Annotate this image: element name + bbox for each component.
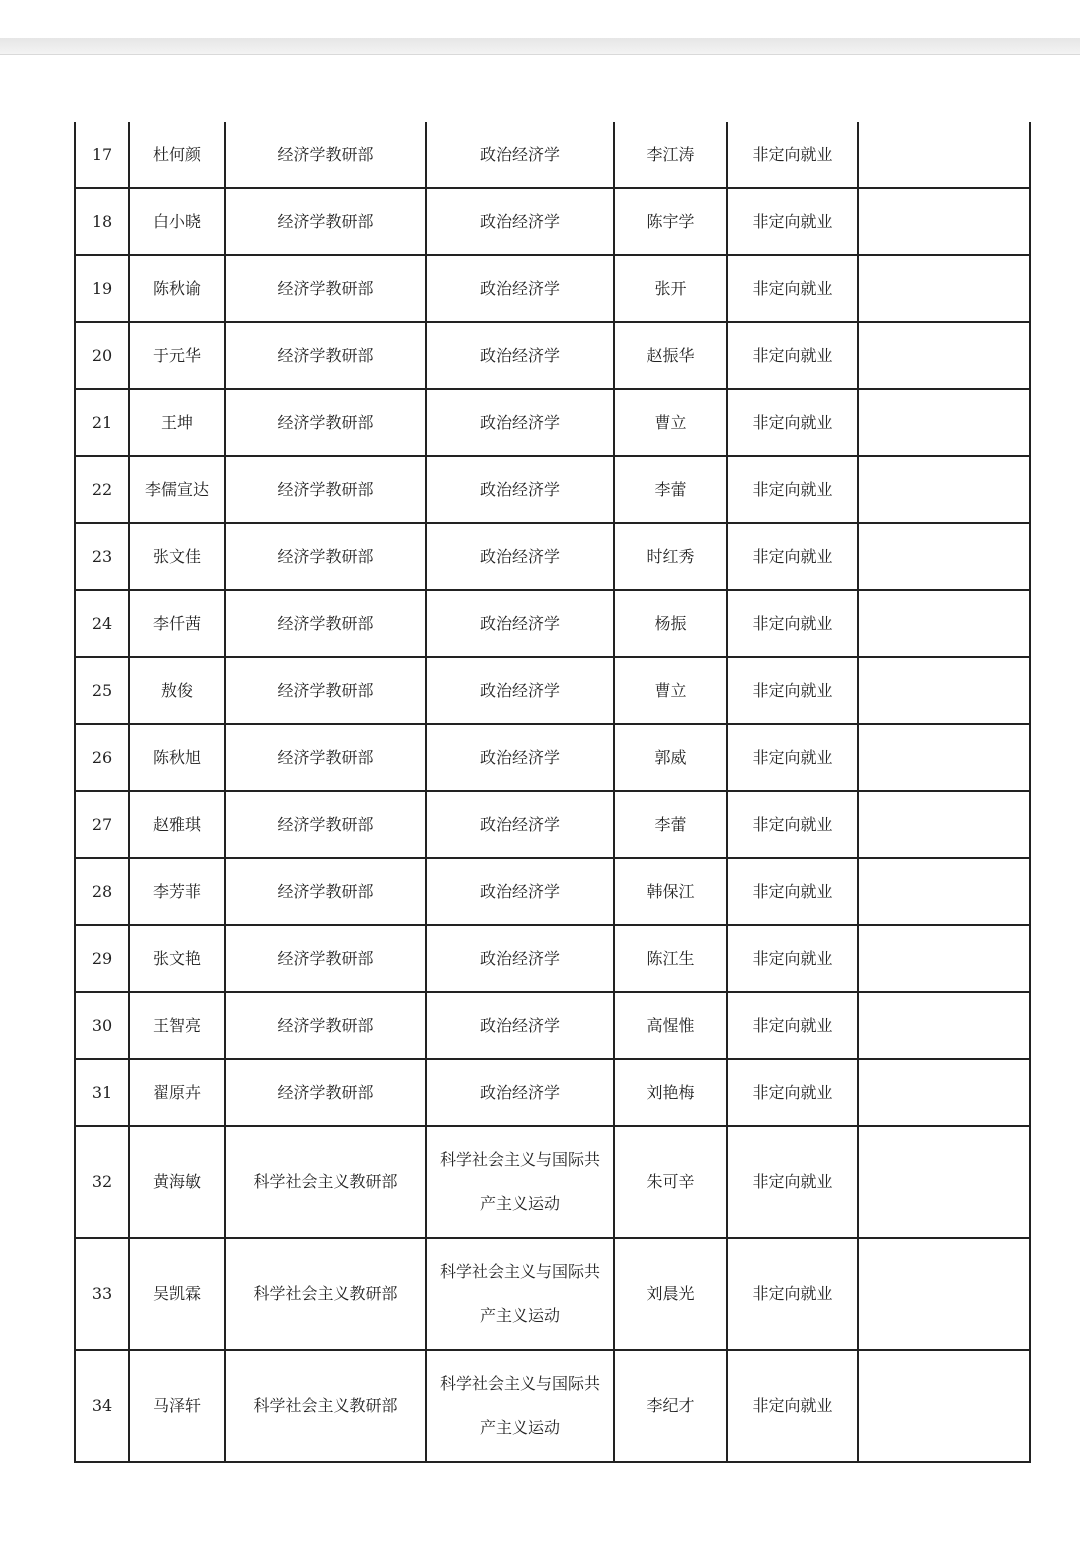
department-cell: 科学社会主义教研部 — [225, 1238, 426, 1350]
remarks-cell — [858, 322, 1030, 389]
major-cell: 政治经济学 — [426, 791, 614, 858]
row-number-cell: 27 — [75, 791, 129, 858]
enrollment-type-cell: 非定向就业 — [727, 858, 858, 925]
table-row — [75, 791, 1030, 858]
remarks-cell — [858, 255, 1030, 322]
advisor-cell: 李蕾 — [614, 791, 727, 858]
remarks-cell — [858, 1126, 1030, 1238]
student-name-cell: 李芳菲 — [129, 858, 225, 925]
department-cell: 经济学教研部 — [225, 724, 426, 791]
student-name-cell: 李仟茜 — [129, 590, 225, 657]
department-cell: 经济学教研部 — [225, 590, 426, 657]
remarks-cell — [858, 122, 1030, 188]
enrollment-type-cell: 非定向就业 — [727, 523, 858, 590]
enrollment-type-cell: 非定向就业 — [727, 188, 858, 255]
advisor-cell: 朱可辛 — [614, 1126, 727, 1238]
major-cell: 科学社会主义与国际共产主义运动 — [426, 1238, 614, 1350]
row-number-cell: 25 — [75, 657, 129, 724]
student-name-cell: 黄海敏 — [129, 1126, 225, 1238]
remarks-cell — [858, 724, 1030, 791]
table-row — [75, 1238, 1030, 1350]
table-row — [75, 1059, 1030, 1126]
remarks-cell — [858, 858, 1030, 925]
major-cell: 政治经济学 — [426, 122, 614, 188]
advisor-cell: 郭威 — [614, 724, 727, 791]
table-row — [75, 456, 1030, 523]
remarks-cell — [858, 1238, 1030, 1350]
student-name-cell: 吴凯霖 — [129, 1238, 225, 1350]
student-name-cell: 敖俊 — [129, 657, 225, 724]
enrollment-type-cell: 非定向就业 — [727, 1238, 858, 1350]
major-cell: 科学社会主义与国际共产主义运动 — [426, 1126, 614, 1238]
enrollment-type-cell: 非定向就业 — [727, 1126, 858, 1238]
department-cell: 经济学教研部 — [225, 456, 426, 523]
row-number-cell: 24 — [75, 590, 129, 657]
department-cell: 经济学教研部 — [225, 389, 426, 456]
table-row — [75, 1350, 1030, 1462]
enrollment-type-cell: 非定向就业 — [727, 456, 858, 523]
enrollment-type-cell: 非定向就业 — [727, 657, 858, 724]
row-number-cell: 17 — [75, 122, 129, 188]
department-cell: 经济学教研部 — [225, 925, 426, 992]
enrollment-type-cell: 非定向就业 — [727, 925, 858, 992]
advisor-cell: 张开 — [614, 255, 727, 322]
row-number-cell: 23 — [75, 523, 129, 590]
viewer-top-bar — [0, 38, 1080, 55]
remarks-cell — [858, 590, 1030, 657]
student-name-cell: 马泽轩 — [129, 1350, 225, 1462]
major-cell: 政治经济学 — [426, 389, 614, 456]
student-name-cell: 赵雅琪 — [129, 791, 225, 858]
advisor-cell: 刘晨光 — [614, 1238, 727, 1350]
advisor-cell: 赵振华 — [614, 322, 727, 389]
row-number-cell: 26 — [75, 724, 129, 791]
roster-body — [75, 122, 1030, 1462]
department-cell: 经济学教研部 — [225, 992, 426, 1059]
major-cell: 政治经济学 — [426, 992, 614, 1059]
advisor-cell: 李纪才 — [614, 1350, 727, 1462]
remarks-cell — [858, 791, 1030, 858]
major-cell: 政治经济学 — [426, 858, 614, 925]
advisor-cell: 刘艳梅 — [614, 1059, 727, 1126]
row-number-cell: 22 — [75, 456, 129, 523]
enrollment-type-cell: 非定向就业 — [727, 791, 858, 858]
student-name-cell: 王坤 — [129, 389, 225, 456]
remarks-cell — [858, 992, 1030, 1059]
major-cell: 政治经济学 — [426, 523, 614, 590]
department-cell: 经济学教研部 — [225, 1059, 426, 1126]
major-cell: 政治经济学 — [426, 724, 614, 791]
row-number-cell: 21 — [75, 389, 129, 456]
advisor-cell: 杨振 — [614, 590, 727, 657]
remarks-cell — [858, 1350, 1030, 1462]
department-cell: 经济学教研部 — [225, 122, 426, 188]
student-name-cell: 张文艳 — [129, 925, 225, 992]
remarks-cell — [858, 925, 1030, 992]
major-cell: 政治经济学 — [426, 590, 614, 657]
department-cell: 经济学教研部 — [225, 858, 426, 925]
major-cell: 政治经济学 — [426, 657, 614, 724]
enrollment-type-cell: 非定向就业 — [727, 122, 858, 188]
document-page — [74, 122, 1032, 1463]
student-name-cell: 陈秋谕 — [129, 255, 225, 322]
remarks-cell — [858, 389, 1030, 456]
department-cell: 经济学教研部 — [225, 791, 426, 858]
department-cell: 科学社会主义教研部 — [225, 1126, 426, 1238]
table-row — [75, 322, 1030, 389]
department-cell: 经济学教研部 — [225, 657, 426, 724]
enrollment-type-cell: 非定向就业 — [727, 389, 858, 456]
row-number-cell: 19 — [75, 255, 129, 322]
row-number-cell: 18 — [75, 188, 129, 255]
row-number-cell: 31 — [75, 1059, 129, 1126]
row-number-cell: 32 — [75, 1126, 129, 1238]
department-cell: 经济学教研部 — [225, 188, 426, 255]
table-row — [75, 657, 1030, 724]
remarks-cell — [858, 188, 1030, 255]
advisor-cell: 陈江生 — [614, 925, 727, 992]
remarks-cell — [858, 456, 1030, 523]
major-cell: 政治经济学 — [426, 322, 614, 389]
major-cell: 政治经济学 — [426, 188, 614, 255]
vertical-scrollbar[interactable] — [1062, 0, 1080, 1547]
student-name-cell: 王智亮 — [129, 992, 225, 1059]
student-name-cell: 陈秋旭 — [129, 724, 225, 791]
row-number-cell: 29 — [75, 925, 129, 992]
enrollment-type-cell: 非定向就业 — [727, 322, 858, 389]
department-cell: 经济学教研部 — [225, 255, 426, 322]
department-cell: 科学社会主义教研部 — [225, 1350, 426, 1462]
table-row — [75, 1126, 1030, 1238]
major-cell: 科学社会主义与国际共产主义运动 — [426, 1350, 614, 1462]
row-number-cell: 30 — [75, 992, 129, 1059]
remarks-cell — [858, 657, 1030, 724]
table-row — [75, 188, 1030, 255]
major-cell: 政治经济学 — [426, 925, 614, 992]
advisor-cell: 曹立 — [614, 389, 727, 456]
student-name-cell: 张文佳 — [129, 523, 225, 590]
major-cell: 政治经济学 — [426, 255, 614, 322]
major-cell: 政治经济学 — [426, 456, 614, 523]
row-number-cell: 28 — [75, 858, 129, 925]
advisor-cell: 高惺惟 — [614, 992, 727, 1059]
student-name-cell: 翟原卉 — [129, 1059, 225, 1126]
advisor-cell: 韩保江 — [614, 858, 727, 925]
table-row — [75, 523, 1030, 590]
remarks-cell — [858, 1059, 1030, 1126]
advisor-cell: 陈宇学 — [614, 188, 727, 255]
table-row — [75, 389, 1030, 456]
department-cell: 经济学教研部 — [225, 523, 426, 590]
enrollment-type-cell: 非定向就业 — [727, 992, 858, 1059]
enrollment-type-cell: 非定向就业 — [727, 724, 858, 791]
enrollment-type-cell: 非定向就业 — [727, 590, 858, 657]
advisor-cell: 李江涛 — [614, 122, 727, 188]
student-name-cell: 杜何颜 — [129, 122, 225, 188]
row-number-cell: 33 — [75, 1238, 129, 1350]
enrollment-type-cell: 非定向就业 — [727, 1059, 858, 1126]
major-cell: 政治经济学 — [426, 1059, 614, 1126]
table-row — [75, 925, 1030, 992]
table-row — [75, 992, 1030, 1059]
student-name-cell: 于元华 — [129, 322, 225, 389]
row-number-cell: 20 — [75, 322, 129, 389]
enrollment-type-cell: 非定向就业 — [727, 1350, 858, 1462]
row-number-cell: 34 — [75, 1350, 129, 1462]
advisor-cell: 李蕾 — [614, 456, 727, 523]
department-cell: 经济学教研部 — [225, 322, 426, 389]
enrollment-type-cell: 非定向就业 — [727, 255, 858, 322]
advisor-cell: 曹立 — [614, 657, 727, 724]
student-roster-table — [74, 122, 1031, 1463]
table-row — [75, 122, 1030, 188]
table-row — [75, 255, 1030, 322]
table-row — [75, 590, 1030, 657]
remarks-cell — [858, 523, 1030, 590]
table-row — [75, 724, 1030, 791]
table-row — [75, 858, 1030, 925]
student-name-cell: 白小晓 — [129, 188, 225, 255]
student-name-cell: 李儒宣达 — [129, 456, 225, 523]
advisor-cell: 时红秀 — [614, 523, 727, 590]
